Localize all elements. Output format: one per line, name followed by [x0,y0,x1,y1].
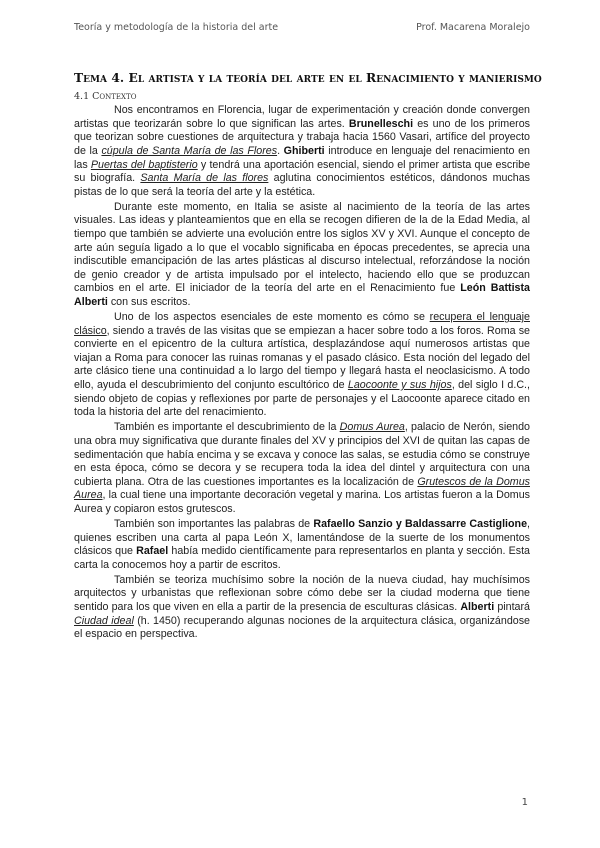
text: , quienes escriben una carta al papa León X, lamentándose de la suerte de los monumentos clásicos que [74,518,531,558]
text: aglutina conocimientos estéticos, dándonos muchas pistas de lo que será la teoría del arte y la estética. [74,172,530,198]
text: , del siglo I d.C., siendo objeto de copias y reflexiones por parte de personajes y el Laocoonte aparece citado en toda la historia del arte del renacimiento. [74,379,530,419]
name-ghiberti: Ghiberti [283,144,325,157]
text: También es importante el descubrimiento de la [114,421,340,434]
link-cupula[interactable]: cúpula de Santa María de las Flores [101,144,278,157]
text: (h. 1450) recuperando algunas nociones de la arquitectura clásica, organizándose el espacio en perspectiva. [74,614,530,641]
text: es uno de los primeros que teorizan sobre cuestiones de arquitectura y trabaja hacia 1560 Vasari, artífice del proyecto de la [74,117,531,157]
text: , la cual tiene una importante decoración vegetal y marina. Los artistas fueron a la Domus Aurea y copiaron estos grutescos. [74,489,530,515]
underlined-lenguaje-clasico: recupera el lenguaje clásico [74,311,530,337]
name-alberti-2: Alberti [460,601,495,614]
text: . [277,144,284,157]
section-heading: 4.1 Contexto [74,90,137,102]
link-domus-aurea[interactable]: Domus Aurea [339,421,405,434]
text: También se teoriza muchísimo sobre la noción de la nueva ciudad, hay muchísimos arquitectos y urbanistas que reflexionan sobre cómo debe ser la ciudad moderna que tiene sentido para los que viven en ella a partir de la presencia de esculturas clásicas. [74,573,530,614]
paragraph-2 [74,201,530,310]
paragraph-6 [74,574,530,642]
page-number: 1 [521,797,528,808]
text: pintará [494,601,531,614]
text: También son importantes las palabras de [114,518,314,530]
text: , siendo a través de las visitas que se empiezan a hacer sobre todo a los foros. Roma se convierte en el epicentro de la cultura artística, desplazándose aquí numerosos artistas que viajan a Roma para conocer las ruinas romanas y el pasado clásico. Esta noción del legado del arte clásico tiene una continuidad a lo largo del tiempo y llegará hasta el neoclasicismo. A todo ello, ayuda el descubrimiento del conjunto escultórico de [74,324,530,392]
text: y tendrá una aportación esencial, siendo el primer artista que escribe su biografía. [74,158,531,185]
main-content [74,71,542,642]
link-grutescos[interactable]: Grutescos de la Domus Aurea [74,475,530,502]
link-puertas-baptisterio[interactable]: Puertas del baptisterio [90,158,198,171]
name-rafaello-castiglione: Rafaello Sanzio y Baldassarre Castiglione [313,518,528,530]
page-header [74,22,530,36]
link-santa-maria[interactable]: Santa María de las flores [140,172,269,185]
text: Nos encontramos en Florencia, lugar de experimentación y creación donde convergen artistas que teorizarán sobre lo que significan las artes. [74,104,530,130]
chapter-title: Tema 4. El artista y la teoría del arte en el Renacimiento y manierismo [74,71,542,85]
header-course-title: Teoría y metodología de la historia del arte [74,22,279,33]
name-alberti: León Battista Alberti [74,282,530,308]
name-rafael: Rafael [136,545,169,558]
name-brunelleschi: Brunelleschi [348,117,414,130]
text: Durante este momento, en Italia se asiste al nacimiento de la teoría de las artes visuales. Las ideas y planteamientos que en ella se recogen difieren de la de la Edad Media, al tiempo que también se advierte una evolución entre los siglos XV y XVI. Aunque el concepto de arte aún seguía ligado a lo que el vocablo significaba en épocas precedentes, se aprecia una indiscutible emancipación de las artes plásticas al discurso intelectual, reforzándose la noción de genio creador y de artista impulsado por el intelecto, haciendo ello que se produzcan cambios en el arte. El iniciador de la teoría del arte en el Renacimiento fue [74,200,530,295]
text: , palacio de Nerón, siendo una obra muy significativa que durante finales del XV y principios del XVI de quitan las capas de sedimentación que había encima y se excava y conoce las salas, se estudia cómo se construye en esta época, cómo se decora y se recupera toda la idea del dintel y arquitectura con una cubierta plana. Otra de las cuestiones importantes es la localización de [74,421,530,488]
text: con sus escritos. [107,296,191,308]
link-laocoonte[interactable]: Laocoonte y sus hijos [347,379,452,392]
header-professor: Prof. Macarena Moralejo [416,22,530,33]
paragraph-1 [74,104,530,199]
text: había medido científicamente para representarlos en planta y sección. Esta carta la conocemos hoy a partir de escritos. [74,545,530,571]
text: introduce en lenguaje del renacimiento en las [74,144,530,171]
link-ciudad-ideal[interactable]: Ciudad ideal [74,614,134,627]
text: Uno de los aspectos esenciales de este momento es cómo se [114,311,430,324]
paragraph-3 [74,311,530,420]
paragraph-4 [74,421,530,516]
paragraph-5 [74,518,530,572]
